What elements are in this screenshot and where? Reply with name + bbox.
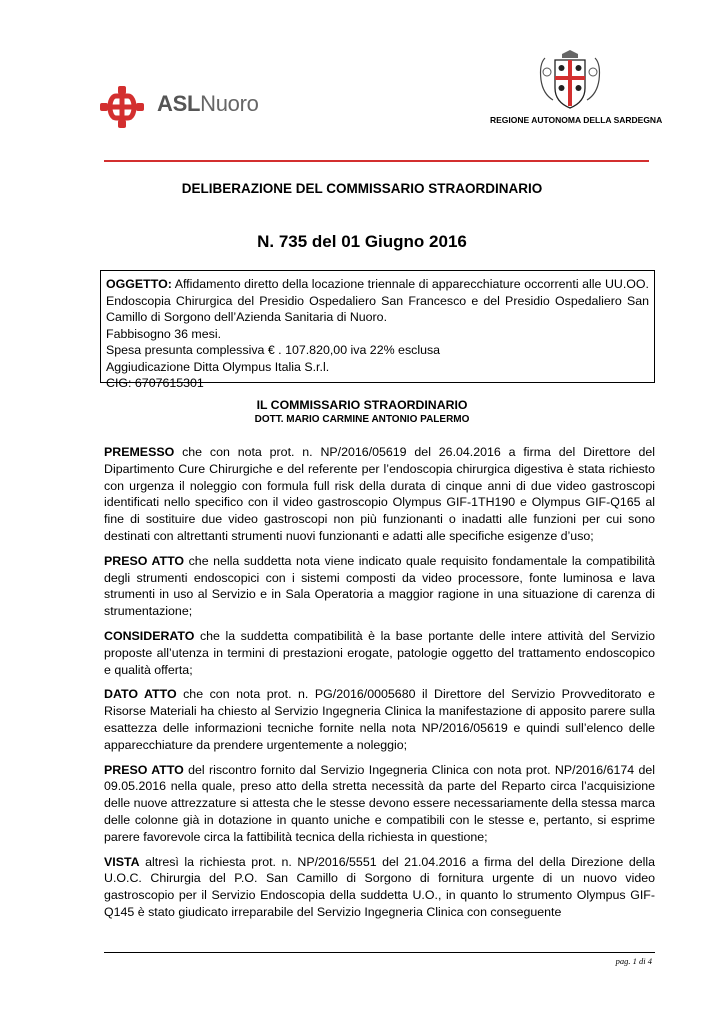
paragraph-text: che con nota prot. n. PG/2016/0005680 il Direttore del Servizio Provveditorato e Risorse Materiali ha chiesto al Servizio Ingegneria Clinica la manifestazione di apposito parere sulla esattezza delle informazioni tecniche fornite nella nota NP/2016/05619 e quindi sull’elenco delle apparecchiature da prendere urgentemente a noleggio; (104, 687, 655, 752)
asl-nuoro-logo (98, 84, 288, 130)
paragraph-premesso (104, 444, 655, 545)
footer-divider (104, 952, 655, 953)
asl-logo-text (157, 91, 259, 117)
region-name: REGIONE AUTONOMA DELLA SARDEGNA (490, 115, 663, 125)
paragraph-preso-atto-2 (104, 762, 655, 846)
signatory-role: IL COMMISSARIO STRAORDINARIO (256, 398, 468, 412)
oggetto-line: Aggiudicazione Ditta Olympus Italia S.r.l. (106, 359, 330, 374)
paragraph-text: che la suddetta compatibilità è la base portante delle intere attività del Servizio proposte all’utenza in termini di prestazioni erogate, patologie oggetto del trattamento endoscopico e qualità offerta; (104, 628, 655, 677)
paragraph-vista (104, 854, 655, 921)
paragraph-text: altresì la richiesta prot. n. NP/2016/5551 del 21.04.2016 a firma del della Direzione della U.O.C. Chirurgia del P.O. San Camillo di Sorgono di fornitura urgente di un nuovo video gastroscopio per il Servizio Endoscopia della suddetta U.O., in quanto lo strumento Olympus GIF-Q145 è stato giudicato irreparabile del Servizio Ingegneria Clinica con conseguente (104, 854, 655, 919)
oggetto-label: OGGETTO: (106, 277, 172, 291)
oggetto-box (100, 270, 655, 390)
asl-cross-logo-icon (98, 84, 154, 130)
signatory-name: DOTT. MARIO CARMINE ANTONIO PALERMO (254, 414, 470, 425)
paragraph-keyword: DATO ATTO (104, 687, 177, 702)
paragraph-keyword: CONSIDERATO (104, 628, 195, 643)
paragraph-dato-atto (104, 686, 655, 753)
paragraph-preso-atto (104, 553, 655, 620)
asl-logo-bold: ASL (157, 91, 201, 116)
document-body (104, 444, 655, 929)
paragraph-keyword: PRESO ATTO (104, 553, 185, 568)
document-type-title: DELIBERAZIONE DEL COMMISSARIO STRAORDINARIO (181, 181, 543, 196)
paragraph-keyword: PRESO ATTO (104, 762, 184, 777)
paragraph-keyword: VISTA (104, 854, 140, 869)
header-divider (104, 160, 649, 162)
oggetto-line: CIG: 6707615301 (106, 376, 204, 390)
document-number-title: N. 735 del 01 Giugno 2016 (257, 232, 467, 251)
oggetto-paragraph (106, 276, 649, 326)
paragraph-text: che con nota prot. n. NP/2016/05619 del 26.04.2016 a firma del Direttore del Dipartimento Cure Chirurgiche e del referente per l’endoscopia chirurgica digestiva è stata richiesto con urgenza il noleggio con formula full risk della durata di cinque anni di due video gastroscopi identificati nello specifico con il video gastroscopio Olympus GIF-1TH190 e Olympus GIF-Q165 al fine di sostituire due video gastroscopi non più funzionanti o inadatti alle funzioni per cui sono destinati con altrettanti strumenti nuovi funzionanti e adatti alle specifiche esigenze d’uso; (104, 445, 655, 543)
region-logo (490, 50, 663, 130)
oggetto-line: Fabbisogno 36 mesi. (106, 326, 222, 341)
asl-logo-rest: Nuoro (200, 91, 259, 116)
paragraph-text: che nella suddetta nota viene indicato quale requisito fondamentale la compatibilità degli strumenti endoscopici con i sistemi composti da video processore, fonte luminosa e lava strumenti in uso al Servizio e in Sala Operatoria a maggior ragione in una situazione di carenza di strumentazione; (104, 553, 655, 619)
paragraph-keyword: PREMESSO (104, 445, 175, 459)
oggetto-line: Spesa presunta complessiva € . 107.820,00 iva 22% esclusa (106, 343, 441, 357)
oggetto-text: Affidamento diretto della locazione triennale di apparecchiature occorrenti alle UU.OO. Endoscopia Chirurgica del Presidio Ospedaliero San Francesco e del Presidio Ospedaliero San Camillo di Sorgono dell’Azienda Sanitaria di Nuoro. (106, 277, 649, 324)
paragraph-text: del riscontro fornito dal Servizio Ingegneria Clinica con nota prot. NP/2016/6174 del 09.05.2016 nella quale, preso atto della stretta necessità da parte del Reparto circa l’acquisizione delle nuove attrezzature si attesta che le stesse devono essere necessariamente della stessa marca delle colonne già in dotazione in quanto uniche e compatibili con le stesse e, pertanto, si esprime parere favorevole circa la fattibilità tecnica della richiesta in questione; (104, 762, 655, 844)
paragraph-considerato (104, 628, 655, 678)
sardinia-crest-icon (525, 50, 615, 112)
page-number: pag. 1 di 4 (615, 956, 652, 966)
